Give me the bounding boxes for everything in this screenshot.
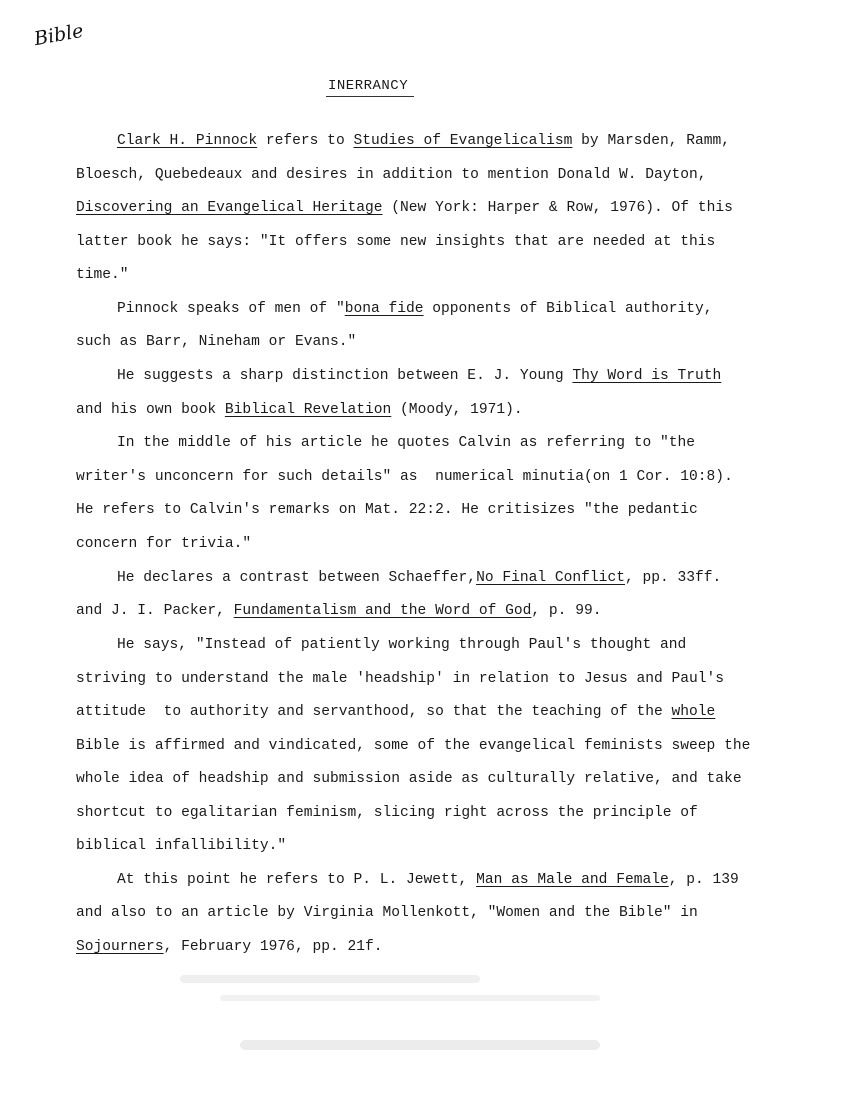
bleed-through-smudge <box>180 975 480 983</box>
paragraph-2-line-2: such as Barr, Nineham or Evans." <box>76 334 357 350</box>
paragraph-5-line-1: He declares a contrast between Schaeffer,No Final Conflict, pp. 33ff. <box>117 570 722 586</box>
paragraph-6-line-4: Bible is affirmed and vindicated, some of the evangelical feminists sweep the <box>76 738 751 754</box>
paragraph-4-line-2: writer's unconcern for such details" as numerical minutia(on 1 Cor. 10:8). <box>76 469 733 485</box>
bleed-through-smudge <box>240 1040 600 1050</box>
paragraph-2-line-1: Pinnock speaks of men of "bona fide opponents of Biblical authority, <box>117 301 713 317</box>
paragraph-6-line-2: striving to understand the male 'headship' in relation to Jesus and Paul's <box>76 671 725 687</box>
paragraph-3-line-2: and his own book Biblical Revelation (Moody, 1971). <box>76 402 523 418</box>
periodical-title: Sojourners <box>76 939 164 955</box>
paragraph-4-line-3: He refers to Calvin's remarks on Mat. 22:2. He critisizes "the pedantic <box>76 502 698 518</box>
paragraph-1-line-2: Bloesch, Quebedeaux and desires in addition to mention Donald W. Dayton, <box>76 167 707 183</box>
paragraph-4-line-4: concern for trivia." <box>76 536 252 552</box>
paragraph-4-line-1: In the middle of his article he quotes Calvin as referring to "the <box>117 435 696 451</box>
paragraph-1-line-3: Discovering an Evangelical Heritage (New York: Harper & Row, 1976). Of this <box>76 200 733 216</box>
paragraph-6-line-1: He says, "Instead of patiently working through Paul's thought and <box>117 637 687 653</box>
book-title: Fundamentalism and the Word of God <box>233 603 532 619</box>
margin-note: Bible <box>32 19 86 51</box>
paragraph-7-line-2: and also to an article by Virginia Mollenkott, "Women and the Bible" in <box>76 905 698 921</box>
title-underline <box>326 96 414 97</box>
paragraph-1-line-4: latter book he says: "It offers some new insights that are needed at this <box>76 234 716 250</box>
paragraph-6-line-7: biblical infallibility." <box>76 838 287 854</box>
paragraph-6-line-3: attitude to authority and servanthood, so that the teaching of the whole <box>76 704 716 720</box>
book-title: Discovering an Evangelical Heritage <box>76 200 383 216</box>
paragraph-3-line-1: He suggests a sharp distinction between E. J. Young Thy Word is Truth <box>117 368 722 384</box>
book-title: Biblical Revelation <box>224 402 392 418</box>
paragraph-7-line-3: Sojourners, February 1976, pp. 21f. <box>76 939 383 955</box>
document-title: INERRANCY <box>328 78 409 94</box>
bleed-through-smudge <box>220 995 600 1001</box>
book-title: Thy Word is Truth <box>572 368 722 384</box>
paragraph-1-line-1: Clark H. Pinnock refers to Studies of Evangelicalism by Marsden, Ramm, <box>117 133 731 149</box>
paragraph-1-line-5: time." <box>76 267 129 283</box>
paragraph-6-line-5: whole idea of headship and submission aside as culturally relative, and take <box>76 771 742 787</box>
paragraph-5-line-2: and J. I. Packer, Fundamentalism and the Word of God, p. 99. <box>76 603 602 619</box>
book-title: No Final Conflict <box>476 570 625 586</box>
paragraph-6-line-6: shortcut to egalitarian feminism, slicing right across the principle of <box>76 805 698 821</box>
paragraph-7-line-1: At this point he refers to P. L. Jewett, Man as Male and Female, p. 139 <box>117 872 739 888</box>
book-title: Studies of Evangelicalism <box>353 133 573 149</box>
book-title: Man as Male and Female <box>476 872 669 888</box>
